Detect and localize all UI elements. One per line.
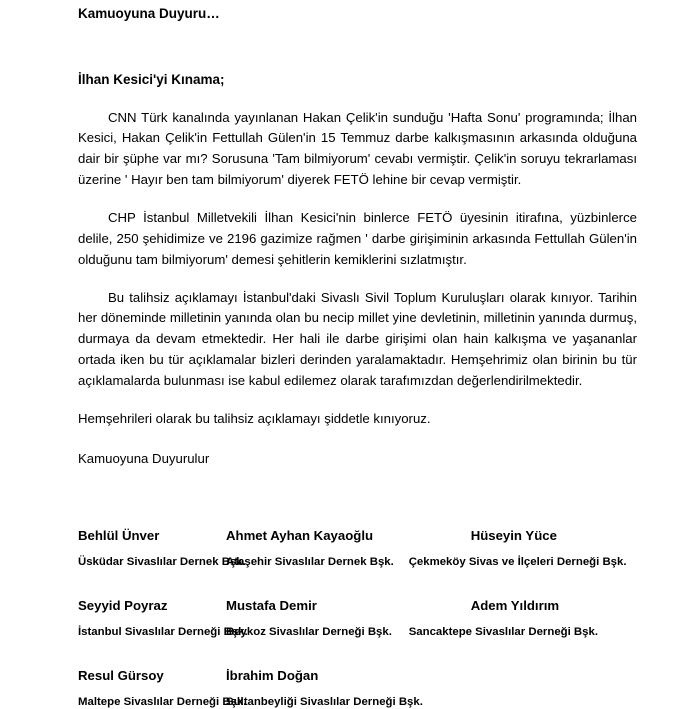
- paragraph-2: CHP İstanbul Milletvekili İlhan Kesici'nin binlerce FETÖ üyesinin itirafına, yüzbinlerce delile, 250 şehidimize ve 2196 gazimize rağmen ' darbe girişiminin arkasında Fettullah Gülen'in olduğunu tam bilmiyorum' demesi şehitlerin kemiklerini sızlatmıştır.: [78, 209, 637, 267]
- signer-name: Adem Yıldırım: [470, 597, 560, 613]
- document-body: [0, 4, 697, 708]
- signer-name: Ahmet Ayhan Kayaoğlu: [226, 527, 374, 543]
- signatures-block: [78, 528, 637, 708]
- signature-row: [78, 528, 637, 568]
- signer-organization: Üsküdar Sivaslılar Dernek Bşk.: [78, 555, 246, 568]
- signer-organization: Sancaktepe Sivaslılar Derneği Bşk.: [408, 625, 598, 638]
- signature-entry-empty: [410, 668, 637, 708]
- signer-name: Mustafa Demir: [226, 597, 317, 613]
- signer-organization: Çekmeköy Sivas ve İlçeleri Derneği Bşk.: [408, 555, 627, 568]
- signer-name: Resul Gürsoy: [78, 667, 164, 683]
- document-heading: Kamuoyuna Duyuru…: [78, 6, 220, 21]
- signer-organization: İstanbul Sivaslılar Derneği Bşk.: [78, 625, 248, 638]
- signature-entry: [78, 597, 248, 638]
- signature-entry: [226, 598, 409, 638]
- signature-entry: [226, 667, 423, 708]
- paragraph-4: Hemşehrileri olarak bu talihsiz açıklamayı şiddetle kınıyoruz.: [78, 410, 431, 426]
- signer-name: Behlül Ünver: [78, 527, 160, 543]
- signer-organization: Ataşehir Sivaslılar Dernek Bşk.: [226, 555, 394, 568]
- paragraph-1: CNN Türk kanalında yayınlanan Hakan Çelik'in sunduğu 'Hafta Sonu' programında; İlhan Kesici, Hakan Çelik'in Fettullah Gülen'in 15 Temmuz darbe kalkışmasının arkasında olduğuna dair bir şüphe var mı? Sorusuna 'Tam bilmiyorum' cevabı vermiştir. Çelik'in soruyu tekrarlaması üzerine ' Hayır ben tam bilmiyorum' diyerek FETÖ lehine bir cevap vermiştir.: [78, 109, 637, 188]
- signer-organization: Maltepe Sivaslılar Derneği Bşk.: [78, 695, 247, 708]
- signer-name: İbrahim Doğan: [226, 667, 319, 683]
- document-subheading: İlhan Kesici'yi Kınama;: [78, 72, 225, 88]
- signature-entry: [409, 528, 637, 568]
- signer-organization: Beykoz Sivaslılar Derneği Bşk.: [226, 625, 392, 638]
- closing-line: Kamuoyuna Duyurulur: [78, 450, 210, 466]
- document-page: [0, 4, 697, 709]
- signature-entry: [78, 527, 246, 568]
- signature-row: [78, 598, 637, 638]
- signature-entry: [78, 667, 247, 708]
- paragraph-3: Bu talihsiz açıklamayı İstanbul'daki Sivaslı Sivil Toplum Kuruluşları olarak kınıyor. Tarihin her döneminde milletinin yanında olan bu necip millet yine devletinin, milletinin yanında durmuş, durmaya da devam etmektedir. Her hali ile darbe girişimi olan hain kalkışma ve yaşananlar ortada iken bu tür açıklamalar bizleri derinden yaralamaktadır. Hemşehrimiz olan birinin bu tür açıklamalarda bulunması ise kabul edilemez olarak tarafımızdan değerlendirilmektedir.: [78, 289, 637, 388]
- signer-name: Hüseyin Yüce: [470, 527, 557, 543]
- signature-entry: [226, 528, 409, 568]
- signature-row: [78, 668, 637, 708]
- signer-name: Seyyid Poyraz: [78, 597, 168, 613]
- signer-organization: Sultanbeyliği Sivaslılar Derneği Bşk.: [226, 695, 423, 708]
- signature-entry: [409, 598, 637, 638]
